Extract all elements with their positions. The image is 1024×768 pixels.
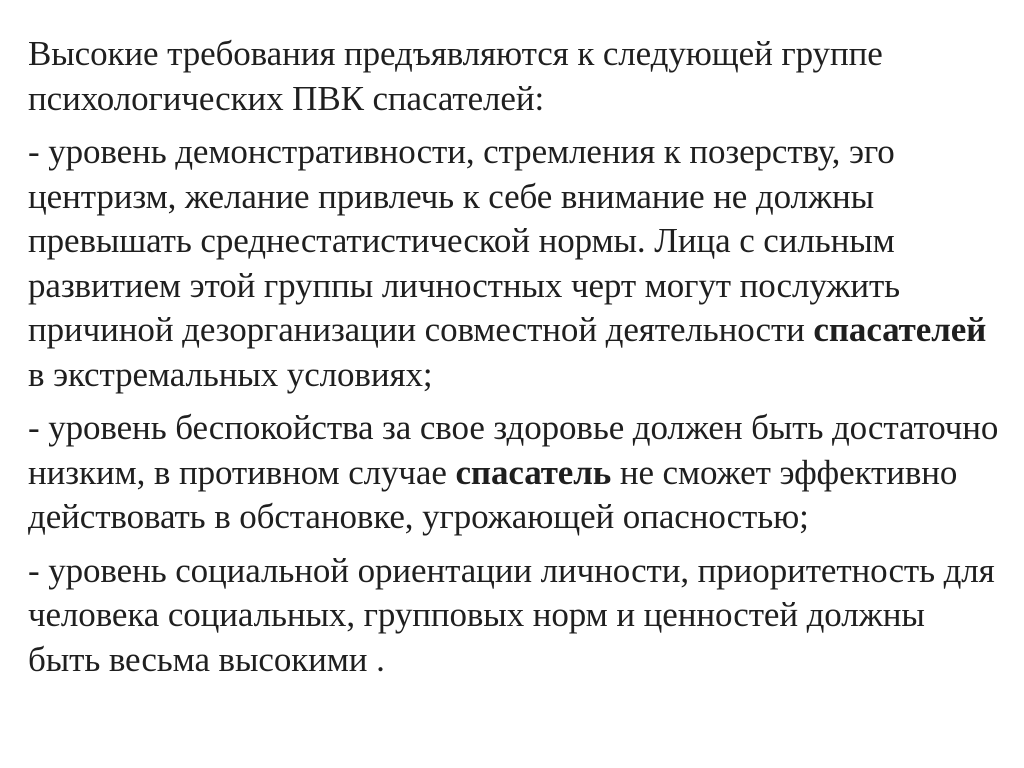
item-health-anxiety-bold-term: спасатель xyxy=(455,452,612,492)
item-demonstrativeness-text-end: в экстремальных условиях; xyxy=(28,354,433,394)
item-social-orientation-text: - уровень социальной ориентации личности, приоритетность для человека социальных, групповых норм и ценностей должны быть весьма высокими . xyxy=(28,550,995,679)
item-demonstrativeness-text-start: - уровень демонстративности, стремления к позерству, эго центризм, желание привлечь к себе внимание не должны превышать среднестатистической нормы. Лица с сильным развитием этой группы личностных черт могут послужить причиной дезорганизации совместной деятельности xyxy=(28,132,901,349)
intro-paragraph xyxy=(28,32,1000,121)
item-social-orientation xyxy=(28,549,1000,683)
item-demonstrativeness-bold-term: спасателей xyxy=(813,310,987,349)
item-health-anxiety-text-end: не сможет эффективно действовать в обстановке, угрожающей опасностью; xyxy=(28,452,958,536)
item-health-anxiety xyxy=(28,406,1000,540)
item-health-anxiety-text-start: - уровень беспокойства за свое здоровье должен быть достаточно низким, в противном случае xyxy=(28,408,999,492)
intro-text: Высокие требования предъявляются к следующей группе психологических ПВК спасателей: xyxy=(28,34,883,118)
item-demonstrativeness xyxy=(28,130,1000,397)
